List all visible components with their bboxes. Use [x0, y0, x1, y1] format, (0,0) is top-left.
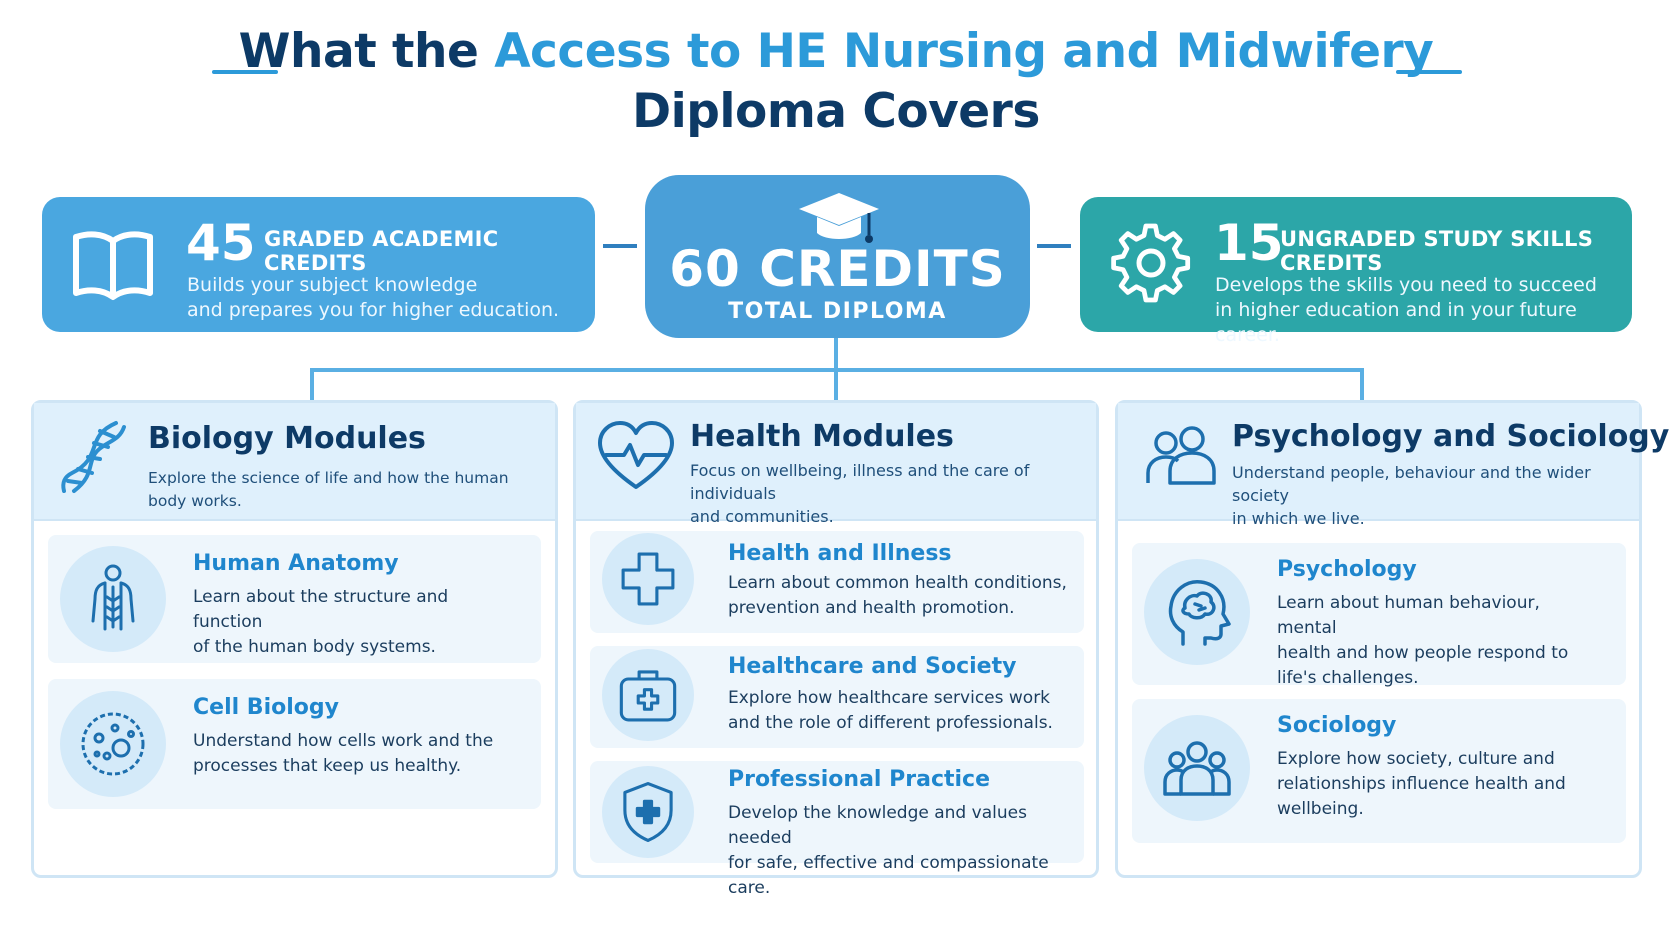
- head-brain-icon: [1161, 576, 1233, 648]
- tree-drop-right: [1360, 368, 1364, 400]
- psych-soc-desc-line-1: Understand people, behaviour and the wider society: [1232, 463, 1591, 505]
- anatomy-icon-circle: [60, 546, 166, 652]
- psych-soc-header: [1118, 403, 1670, 528]
- title-accent: Access to HE Nursing and Midwifery: [494, 24, 1434, 79]
- ungraded-credits-desc: [1215, 273, 1632, 348]
- biology-title: Biology Modules: [148, 421, 426, 456]
- professional-practice-card: [590, 761, 1084, 898]
- professional-practice-line-2: for safe, effective and compassionate care.: [728, 853, 1049, 898]
- healthcare-society-line-1: Explore how healthcare services work: [728, 688, 1051, 708]
- ungraded-desc-line-1: Develops the skills you need to succeed: [1215, 274, 1597, 296]
- biology-modules-column: [31, 400, 558, 878]
- ungraded-credits-box: [1080, 197, 1632, 346]
- anatomy-text: [193, 585, 513, 660]
- healthcare-society-text: [728, 686, 1078, 736]
- ungraded-credits-label: UNGRADED STUDY SKILLS CREDITS: [1280, 227, 1594, 275]
- psychology-title: Psychology: [1277, 557, 1417, 582]
- health-illness-card: [590, 531, 1084, 633]
- healthcare-society-line-2: and the role of different professionals.: [728, 713, 1053, 733]
- healthcare-society-icon-circle: [602, 649, 694, 741]
- sociology-icon-circle: [1144, 715, 1250, 821]
- sociology-line-1: Explore how society, culture and: [1277, 749, 1555, 769]
- health-illness-icon-circle: [602, 533, 694, 625]
- graded-desc-line-1: Builds your subject knowledge: [187, 274, 478, 296]
- health-desc-line-2: and communities.: [690, 507, 834, 526]
- health-illness-text: [728, 571, 1078, 621]
- sociology-text: [1277, 747, 1597, 822]
- cell-icon: [77, 708, 149, 780]
- connector-right: [1037, 244, 1071, 248]
- cell-biology-card: [48, 679, 541, 809]
- cell-text-line-2: processes that keep us healthy.: [193, 756, 462, 776]
- total-credits-title: 60 CREDITS: [669, 240, 1006, 298]
- graded-desc-line-2: and prepares you for higher education.: [187, 299, 560, 321]
- title-part1: What the: [238, 24, 495, 79]
- sociology-line-3: wellbeing.: [1277, 799, 1364, 819]
- tree-bar: [310, 368, 1364, 372]
- ungraded-desc-line-2: in higher education and in your future career.: [1215, 299, 1577, 346]
- anatomy-text-line-1: Learn about the structure and function: [193, 587, 449, 632]
- professional-practice-icon-circle: [602, 766, 694, 858]
- psychology-line-1: Learn about human behaviour, mental: [1277, 593, 1540, 638]
- body-icon: [77, 563, 149, 635]
- health-illness-line-1: Learn about common health conditions,: [728, 573, 1067, 593]
- health-illness-title: Health and Illness: [728, 541, 952, 566]
- professional-practice-text: [728, 801, 1078, 901]
- psychology-sociology-column: [1115, 400, 1670, 878]
- graded-credits-desc: [187, 273, 559, 323]
- cell-biology-title: Cell Biology: [193, 695, 339, 720]
- health-header: [576, 403, 1096, 526]
- professional-practice-title: Professional Practice: [728, 767, 991, 792]
- graded-credits-label: GRADED ACADEMIC CREDITS: [264, 227, 499, 275]
- human-anatomy-card: [48, 535, 541, 663]
- psychology-line-2: health and how people respond to: [1277, 643, 1569, 663]
- healthcare-society-title: Healthcare and Society: [728, 654, 1017, 679]
- shield-cross-icon: [616, 780, 680, 844]
- health-modules-column: [573, 400, 1099, 898]
- people-icon: [1138, 417, 1218, 497]
- first-aid-kit-icon: [616, 663, 680, 727]
- dna-icon: [54, 417, 134, 497]
- cell-text-line-1: Understand how cells work and the: [193, 731, 494, 751]
- heart-pulse-icon: [596, 417, 676, 497]
- anatomy-title: Human Anatomy: [193, 551, 399, 576]
- psych-soc-title: Psychology and Sociology: [1232, 419, 1670, 454]
- psychology-icon-circle: [1144, 559, 1250, 665]
- connector-left: [603, 244, 637, 248]
- ungraded-credits-number: 15: [1214, 214, 1284, 272]
- graded-credits-number: 45: [186, 214, 256, 272]
- tree-drop-left: [310, 368, 314, 400]
- gear-icon: [1106, 225, 1196, 305]
- psychology-card: [1132, 543, 1626, 688]
- medical-cross-icon: [616, 547, 680, 611]
- psych-soc-desc: [1232, 461, 1632, 530]
- psychology-text: [1277, 591, 1597, 691]
- biology-desc: Explore the science of life and how the human body works.: [148, 469, 509, 510]
- open-book-icon: [68, 225, 158, 305]
- professional-practice-line-1: Develop the knowledge and values needed: [728, 803, 1027, 848]
- title-line-2: Diploma Covers: [632, 84, 1040, 139]
- healthcare-society-card: [590, 646, 1084, 748]
- sociology-title: Sociology: [1277, 713, 1397, 738]
- cell-icon-circle: [60, 691, 166, 797]
- total-credits-subtitle: TOTAL DIPLOMA: [728, 299, 947, 324]
- cell-biology-text: [193, 729, 513, 779]
- sociology-card: [1132, 699, 1626, 843]
- psychology-line-3: life's challenges.: [1277, 668, 1419, 688]
- health-desc: [690, 459, 1090, 528]
- title-line-1: [0, 22, 1672, 82]
- psych-soc-desc-line-2: in which we live.: [1232, 509, 1365, 528]
- health-illness-line-2: prevention and health promotion.: [728, 598, 1015, 618]
- health-desc-line-1: Focus on wellbeing, illness and the care of individuals: [690, 461, 1030, 503]
- sociology-line-2: relationships influence health and: [1277, 774, 1566, 794]
- health-title: Health Modules: [690, 419, 954, 454]
- group-icon: [1161, 732, 1233, 804]
- page-title: [0, 22, 1672, 142]
- biology-header: [34, 403, 555, 521]
- graded-credits-box: [42, 197, 595, 332]
- anatomy-text-line-2: of the human body systems.: [193, 637, 436, 657]
- total-credits-box: [645, 175, 1030, 338]
